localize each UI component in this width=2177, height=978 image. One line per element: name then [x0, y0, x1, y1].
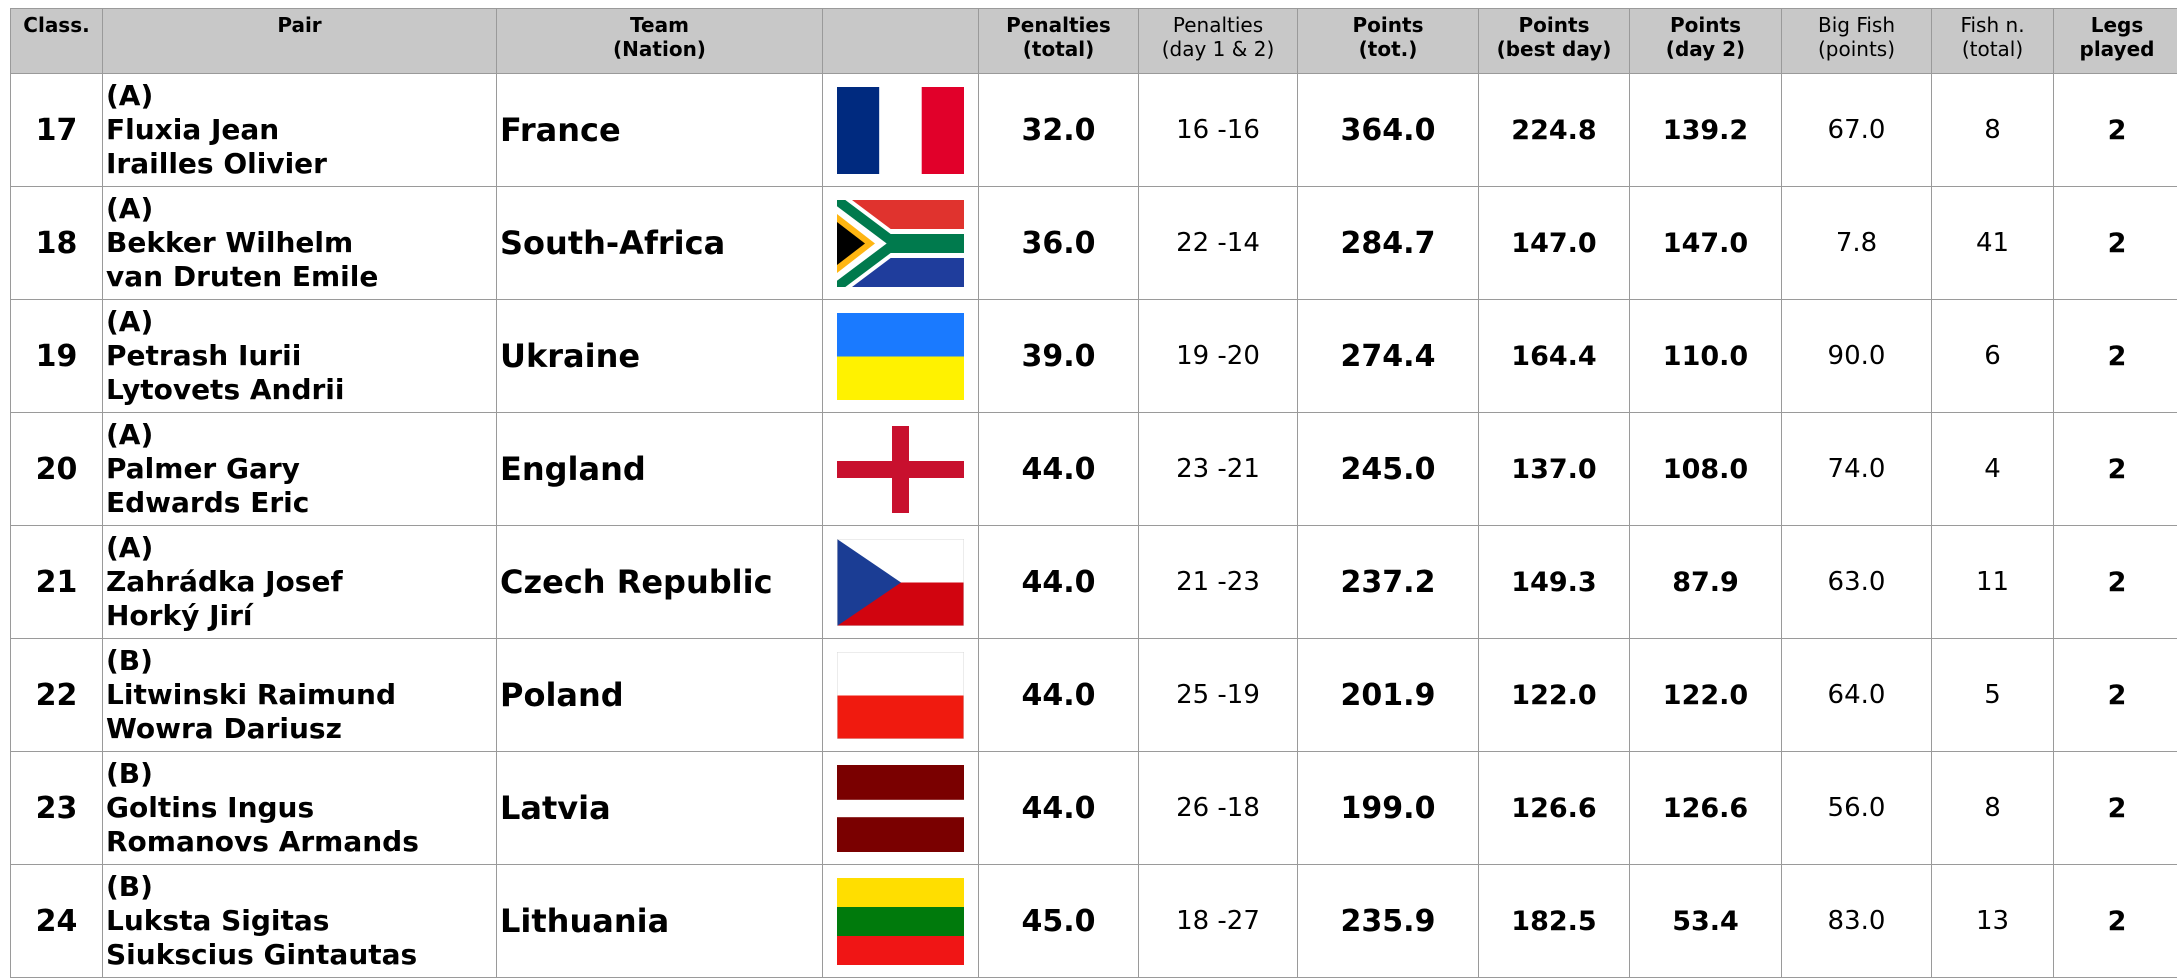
flag-cell	[823, 413, 979, 526]
table-row	[11, 526, 2177, 639]
pair-group: (A)	[106, 305, 496, 339]
flag-cell	[823, 752, 979, 865]
pair-cell	[103, 865, 497, 978]
angler-2: Lytovets Andrii	[106, 373, 496, 407]
legs-played-cell: 2	[2054, 639, 2177, 752]
header-legs-played: Legs played	[2054, 9, 2177, 74]
czech-flag	[837, 539, 964, 626]
results-table	[10, 8, 2177, 978]
table-row	[11, 865, 2177, 978]
points-total-cell: 364.0	[1298, 74, 1479, 187]
penalties-days-cell: 22 -14	[1139, 187, 1298, 300]
header-points-total: Points (tot.)	[1298, 9, 1479, 74]
angler-1: Zahrádka Josef	[106, 565, 496, 599]
penalties-days-cell: 23 -21	[1139, 413, 1298, 526]
pair-cell	[103, 752, 497, 865]
points-day2-cell: 108.0	[1630, 413, 1782, 526]
fish-count-cell: 11	[1932, 526, 2054, 639]
class-cell: 19	[11, 300, 103, 413]
angler-2: Edwards Eric	[106, 486, 496, 520]
ukraine-flag	[837, 313, 964, 400]
penalties-total-cell: 44.0	[979, 413, 1139, 526]
fish-count-cell: 13	[1932, 865, 2054, 978]
pair-group: (A)	[106, 192, 496, 226]
table-row	[11, 413, 2177, 526]
big-fish-cell: 56.0	[1782, 752, 1932, 865]
points-total-cell: 201.9	[1298, 639, 1479, 752]
penalties-days-cell: 19 -20	[1139, 300, 1298, 413]
class-cell: 22	[11, 639, 103, 752]
pair-group: (A)	[106, 531, 496, 565]
fish-count-cell: 5	[1932, 639, 2054, 752]
points-best-day-cell: 149.3	[1479, 526, 1630, 639]
penalties-days-cell: 25 -19	[1139, 639, 1298, 752]
points-total-cell: 245.0	[1298, 413, 1479, 526]
penalties-total-cell: 44.0	[979, 639, 1139, 752]
legs-played-cell: 2	[2054, 413, 2177, 526]
table-row	[11, 74, 2177, 187]
poland-flag	[837, 652, 964, 739]
flag-cell	[823, 526, 979, 639]
results-table-wrapper	[10, 8, 2177, 978]
points-best-day-cell: 147.0	[1479, 187, 1630, 300]
pair-group: (B)	[106, 870, 496, 904]
points-total-cell: 199.0	[1298, 752, 1479, 865]
team-cell: England	[497, 413, 823, 526]
points-best-day-cell: 126.6	[1479, 752, 1630, 865]
team-cell: Ukraine	[497, 300, 823, 413]
angler-1: Luksta Sigitas	[106, 904, 496, 938]
penalties-total-cell: 44.0	[979, 526, 1139, 639]
penalties-total-cell: 36.0	[979, 187, 1139, 300]
table-row	[11, 639, 2177, 752]
angler-1: Petrash Iurii	[106, 339, 496, 373]
pair-group: (B)	[106, 757, 496, 791]
points-day2-cell: 147.0	[1630, 187, 1782, 300]
flag-cell	[823, 639, 979, 752]
penalties-days-cell: 21 -23	[1139, 526, 1298, 639]
angler-2: Siukscius Gintautas	[106, 938, 496, 972]
header-penalties-days: Penalties (day 1 & 2)	[1139, 9, 1298, 74]
angler-1: Litwinski Raimund	[106, 678, 496, 712]
table-row	[11, 300, 2177, 413]
big-fish-cell: 90.0	[1782, 300, 1932, 413]
fish-count-cell: 6	[1932, 300, 2054, 413]
header-flag	[823, 9, 979, 74]
angler-1: Goltins Ingus	[106, 791, 496, 825]
legs-played-cell: 2	[2054, 752, 2177, 865]
big-fish-cell: 74.0	[1782, 413, 1932, 526]
table-row	[11, 752, 2177, 865]
header-row	[11, 9, 2177, 74]
points-best-day-cell: 137.0	[1479, 413, 1630, 526]
class-cell: 24	[11, 865, 103, 978]
angler-2: van Druten Emile	[106, 260, 496, 294]
lithuania-flag	[837, 878, 964, 965]
points-best-day-cell: 164.4	[1479, 300, 1630, 413]
header-class: Class.	[11, 9, 103, 74]
flag-cell	[823, 300, 979, 413]
penalties-days-cell: 26 -18	[1139, 752, 1298, 865]
pair-cell	[103, 413, 497, 526]
penalties-days-cell: 18 -27	[1139, 865, 1298, 978]
pair-group: (B)	[106, 644, 496, 678]
legs-played-cell: 2	[2054, 865, 2177, 978]
angler-2: Romanovs Armands	[106, 825, 496, 859]
class-cell: 20	[11, 413, 103, 526]
angler-2: Horký Jirí	[106, 599, 496, 633]
big-fish-cell: 64.0	[1782, 639, 1932, 752]
pair-cell	[103, 526, 497, 639]
points-total-cell: 284.7	[1298, 187, 1479, 300]
points-day2-cell: 53.4	[1630, 865, 1782, 978]
pair-cell	[103, 639, 497, 752]
fish-count-cell: 4	[1932, 413, 2054, 526]
fish-count-cell: 8	[1932, 74, 2054, 187]
points-best-day-cell: 224.8	[1479, 74, 1630, 187]
header-pair: Pair	[103, 9, 497, 74]
points-day2-cell: 87.9	[1630, 526, 1782, 639]
big-fish-cell: 7.8	[1782, 187, 1932, 300]
pair-cell	[103, 187, 497, 300]
penalties-total-cell: 44.0	[979, 752, 1139, 865]
class-cell: 23	[11, 752, 103, 865]
penalties-total-cell: 32.0	[979, 74, 1139, 187]
class-cell: 18	[11, 187, 103, 300]
points-total-cell: 274.4	[1298, 300, 1479, 413]
big-fish-cell: 67.0	[1782, 74, 1932, 187]
france-flag	[837, 87, 964, 174]
header-big-fish: Big Fish (points)	[1782, 9, 1932, 74]
penalties-total-cell: 39.0	[979, 300, 1139, 413]
table-row	[11, 187, 2177, 300]
points-best-day-cell: 182.5	[1479, 865, 1630, 978]
england-flag	[837, 426, 964, 513]
angler-1: Fluxia Jean	[106, 113, 496, 147]
class-cell: 21	[11, 526, 103, 639]
points-day2-cell: 122.0	[1630, 639, 1782, 752]
header-fish-count: Fish n. (total)	[1932, 9, 2054, 74]
south-africa-flag	[837, 200, 964, 287]
flag-cell	[823, 865, 979, 978]
class-cell: 17	[11, 74, 103, 187]
points-best-day-cell: 122.0	[1479, 639, 1630, 752]
pair-group: (A)	[106, 79, 496, 113]
big-fish-cell: 63.0	[1782, 526, 1932, 639]
team-cell: Latvia	[497, 752, 823, 865]
flag-cell	[823, 74, 979, 187]
penalties-days-cell: 16 -16	[1139, 74, 1298, 187]
header-team: Team (Nation)	[497, 9, 823, 74]
legs-played-cell: 2	[2054, 74, 2177, 187]
angler-1: Bekker Wilhelm	[106, 226, 496, 260]
pair-group: (A)	[106, 418, 496, 452]
latvia-flag	[837, 765, 964, 852]
angler-2: Irailles Olivier	[106, 147, 496, 181]
pair-cell	[103, 300, 497, 413]
fish-count-cell: 41	[1932, 187, 2054, 300]
team-cell: South-Africa	[497, 187, 823, 300]
legs-played-cell: 2	[2054, 187, 2177, 300]
legs-played-cell: 2	[2054, 526, 2177, 639]
points-day2-cell: 110.0	[1630, 300, 1782, 413]
header-penalties-total: Penalties (total)	[979, 9, 1139, 74]
team-cell: Lithuania	[497, 865, 823, 978]
points-day2-cell: 126.6	[1630, 752, 1782, 865]
legs-played-cell: 2	[2054, 300, 2177, 413]
points-day2-cell: 139.2	[1630, 74, 1782, 187]
header-points-best-day: Points (best day)	[1479, 9, 1630, 74]
points-total-cell: 235.9	[1298, 865, 1479, 978]
points-total-cell: 237.2	[1298, 526, 1479, 639]
penalties-total-cell: 45.0	[979, 865, 1139, 978]
header-points-day2: Points (day 2)	[1630, 9, 1782, 74]
team-cell: Poland	[497, 639, 823, 752]
team-cell: France	[497, 74, 823, 187]
flag-cell	[823, 187, 979, 300]
pair-cell	[103, 74, 497, 187]
big-fish-cell: 83.0	[1782, 865, 1932, 978]
fish-count-cell: 8	[1932, 752, 2054, 865]
team-cell: Czech Republic	[497, 526, 823, 639]
angler-1: Palmer Gary	[106, 452, 496, 486]
angler-2: Wowra Dariusz	[106, 712, 496, 746]
